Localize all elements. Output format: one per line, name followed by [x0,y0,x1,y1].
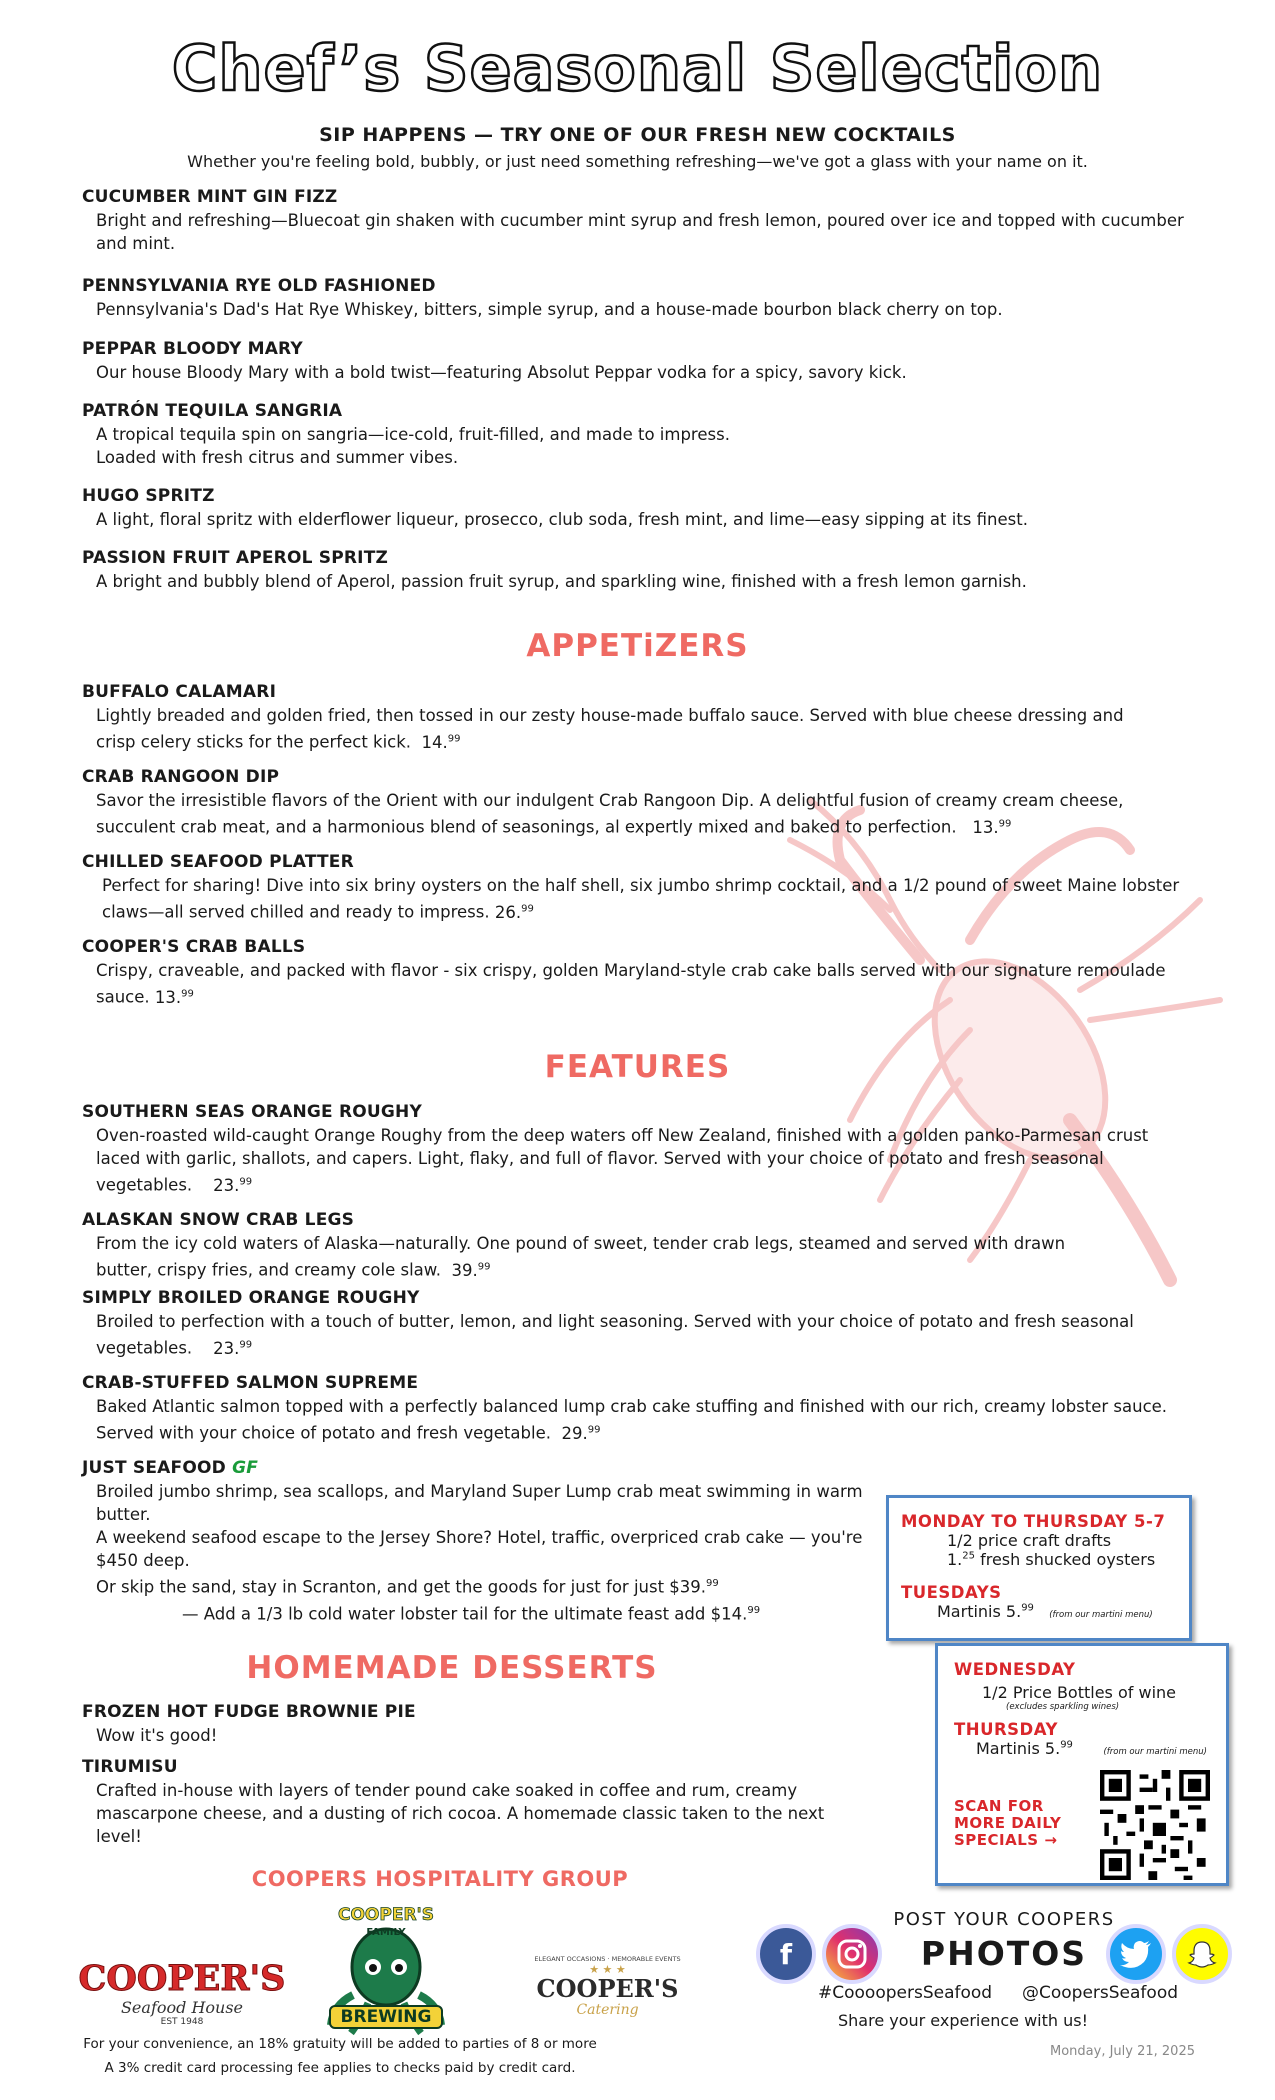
cocktails-subheading: Whether you're feeling bold, bubbly, or just need something refreshing—we've got a glass with your name on it. [187,152,1088,171]
item-desc: Oven-roasted wild-caught Orange Roughy from the deep waters off New Zealand, finished with a golden panko-Parmesan crust laced with garlic, shallots, and capers. Light, flaky, and full of flavor. Served with your choice of potato and fresh seasonal vegetables. [96,1126,1149,1195]
item-desc: A light, floral spritz with elderflower liqueur, prosecco, club soda, fresh mint, and lime—easy sipping at its finest. [96,510,1028,529]
appetizers-heading: APPETiZERS [526,628,749,664]
item-name: ALASKAN SNOW CRAB LEGS [82,1210,355,1230]
snapchat-icon[interactable] [1172,1924,1232,1984]
item-desc: Broiled to perfection with a touch of butter, lemon, and light seasoning. Served with your choice of potato and fresh seasonal vegetables. [96,1312,1134,1358]
social-handle: @CoopersSeafood [1022,1983,1179,2003]
item-name: CUCUMBER MINT GIN FIZZ [82,187,338,207]
credit-fee-note: A 3% credit card processing fee applies to checks paid by credit card. [104,2060,576,2076]
item-name: FROZEN HOT FUDGE BROWNIE PIE [82,1702,416,1722]
cocktail-item [82,186,1192,255]
specials-box-midweek [935,1643,1229,1886]
share-experience: Share your experience with us! [837,2011,1088,2030]
post-your-coopers: POST YOUR COOPERS [893,1909,1115,1930]
item-name: SIMPLY BROILED ORANGE ROUGHY [82,1288,420,1308]
dessert-item [82,1701,842,1747]
item-price: 14.99 [421,732,461,752]
cocktail-item [82,485,1192,531]
cocktail-item [82,547,1192,593]
special-line: 1.25 fresh shucked oysters [947,1550,1156,1569]
item-price: 13.99 [154,987,194,1007]
item-price: 39.99 [451,1260,491,1280]
item-desc: A weekend seafood escape to the Jersey Shore? Hotel, traffic, overpriced crab cake — you're $450 deep. [96,1528,863,1570]
twitter-icon[interactable] [1106,1924,1166,1984]
special-line: 1/2 Price Bottles of wine [982,1683,1176,1702]
cocktail-item [82,338,1192,384]
cocktail-item [82,400,1192,469]
special-day: TUESDAYS [901,1583,1002,1602]
item-desc: Broiled jumbo shrimp, sea scallops, and Maryland Super Lump crab meat swimming in warm butter. [96,1482,863,1524]
item-desc: From the icy cold waters of Alaska—naturally. One pound of sweet, tender crab legs, steamed and served with drawn butter, crispy fries, and creamy cole slaw. [96,1234,1066,1280]
item-desc: Crispy, craveable, and packed with flavor - six crispy, golden Maryland-style crab cake balls served with our signature remoulade sauce. [96,961,1166,1007]
special-note: (excludes sparkling wines) [1006,1702,1120,1712]
item-desc: Or skip the sand, stay in Scranton, and get the goods for just for just $39.99 [96,1577,719,1597]
item-name: HUGO SPRITZ [82,486,215,506]
qr-code[interactable] [1100,1770,1210,1880]
group-heading: COOPERS HOSPITALITY GROUP [251,1867,629,1891]
item-price: 23.99 [213,1175,253,1195]
cocktail-item [82,275,1192,321]
social-hashtag: #CoooopersSeafood [818,1983,993,2003]
item-name: PATRÓN TEQUILA SANGRIA [82,401,343,421]
item-desc: Savor the irresistible flavors of the Orient with our indulgent Crab Rangoon Dip. A delightful fusion of creamy cream cheese, succulent crab meat, and a harmonious blend of seasonings, al expertly mixed and baked to perfection. [96,791,1124,837]
item-name: COOPER'S CRAB BALLS [82,937,306,957]
item-desc: Crafted in-house with layers of tender pound cake soaked in coffee and rum, creamy mascarpone cheese, and a dusting of rich cocoa. A homemade classic taken to the next level! [96,1781,825,1846]
item-desc: Wow it's good! [96,1726,218,1745]
coopers-brewing-logo: COOPER'S FAMILY BREWING [323,1905,449,2040]
item-desc: Bright and refreshing—Bluecoat gin shaken with cucumber mint syrup and fresh lemon, poured over ice and topped with cucumber and mint. [96,211,1184,253]
special-day: WEDNESDAY [954,1660,1076,1679]
item-desc: Pennsylvania's Dad's Hat Rye Whiskey, bitters, simple syrup, and a house-made bourbon black cherry on top. [96,300,1003,319]
appetizer-item [82,851,1192,924]
item-name: PEPPAR BLOODY MARY [82,339,303,359]
feature-item [82,1287,1192,1360]
item-desc: Loaded with fresh citrus and summer vibes. [96,448,459,467]
item-addon: — Add a 1/3 lb cold water lobster tail for the ultimate feast add $14.99 [182,1604,761,1623]
desserts-heading: HOMEMADE DESSERTS [246,1650,658,1686]
special-line: Martinis 5.99 (from our martini menu) [937,1602,1153,1621]
special-line: 1/2 price craft drafts [947,1531,1112,1550]
item-name: PASSION FRUIT APEROL SPRITZ [82,548,389,568]
item-name: CHILLED SEAFOOD PLATTER [82,852,354,872]
coopers-seafood-logo: COOPER'S Seafood House EST 1948 [78,1958,286,2027]
menu-date: Monday, July 21, 2025 [1050,2044,1195,2059]
item-price: 26.99 [494,902,534,922]
item-desc: Perfect for sharing! Dive into six briny oysters on the half shell, six jumbo shrimp cocktail, and a 1/2 pound of sweet Maine lobster claws—all served chilled and ready to impress. [102,876,1180,922]
menu-title: Chef’s Seasonal Selection [171,32,1104,105]
feature-item [82,1101,1192,1197]
appetizer-item [82,681,1192,754]
features-heading: FEATURES [544,1049,731,1085]
item-name: TIRUMISU [82,1757,178,1777]
feature-item [82,1209,1192,1282]
cocktails-heading: SIP HAPPENS — TRY ONE OF OUR FRESH NEW COCKTAILS [319,124,956,146]
gluten-free-badge: GF [232,1458,259,1478]
appetizer-item [82,766,1192,839]
feature-item [82,1372,1192,1445]
item-desc: A tropical tequila spin on sangria—ice-cold, fruit-filled, and made to impress. [96,425,730,444]
item-price: 13.99 [972,817,1012,837]
special-day: MONDAY TO THURSDAY 5-7 [901,1512,1166,1531]
instagram-icon[interactable] [822,1924,882,1984]
item-desc: A bright and bubbly blend of Aperol, passion fruit syrup, and sparkling wine, finished with a fresh lemon garnish. [96,572,1027,591]
item-name: SOUTHERN SEAS ORANGE ROUGHY [82,1102,422,1122]
photos-heading: PHOTOS [920,1934,1088,1973]
item-price: 29.99 [561,1423,601,1443]
item-name: JUST SEAFOOD [82,1458,226,1478]
scan-for-specials: SCAN FOR MORE DAILY SPECIALS → [954,1797,1062,1849]
gratuity-note: For your convenience, an 18% gratuity will be added to parties of 8 or more [83,2036,597,2052]
item-price: 23.99 [213,1338,253,1358]
item-name: PENNSYLVANIA RYE OLD FASHIONED [82,276,436,296]
specials-box-weekday [886,1495,1192,1641]
item-desc: Our house Bloody Mary with a bold twist—featuring Absolut Peppar vodka for a spicy, savory kick. [96,363,907,382]
feature-item-just-seafood [82,1457,882,1625]
item-desc: Baked Atlantic salmon topped with a perfectly balanced lump crab cake stuffing and finished with our rich, creamy lobster sauce. Served with your choice of potato and fresh vegetable. [96,1397,1168,1443]
item-name: BUFFALO CALAMARI [82,682,277,702]
dessert-item [82,1756,842,1848]
item-name: CRAB RANGOON DIP [82,767,280,787]
facebook-icon[interactable]: f [756,1924,816,1984]
appetizer-item [82,936,1192,1009]
special-line: Martinis 5.99 (from our martini menu) [976,1739,1207,1758]
item-name: CRAB-STUFFED SALMON SUPREME [82,1373,419,1393]
item-desc: Lightly breaded and golden fried, then tossed in our zesty house-made buffalo sauce. Served with blue cheese dressing and crisp celery sticks for the perfect kick. [96,706,1124,752]
coopers-catering-logo: ELEGANT OCCASIONS · MEMORABLE EVENTS ★ ★ ★ COOPER'S Catering [534,1955,681,2018]
special-day: THURSDAY [954,1720,1058,1739]
